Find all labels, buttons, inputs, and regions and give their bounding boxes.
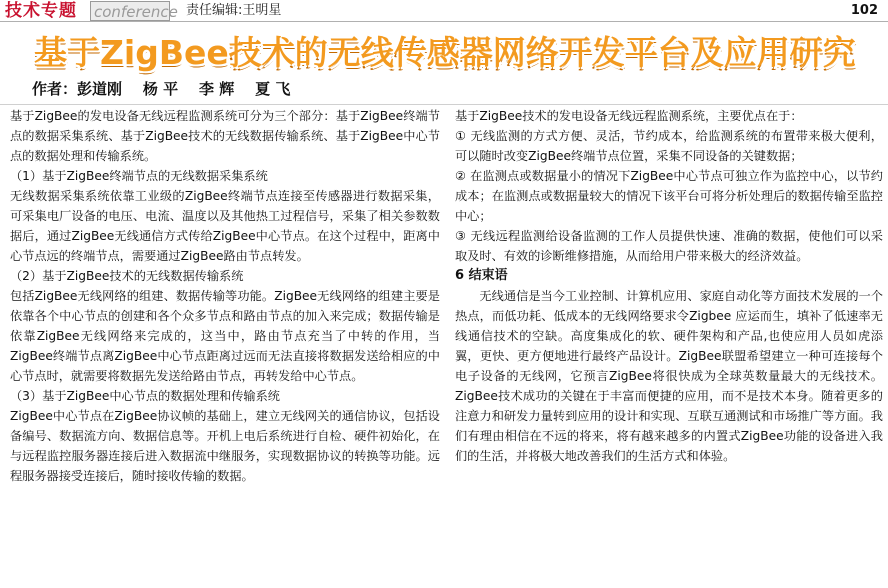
paragraph: 包括ZigBee无线网络的组建、数据传输等功能。ZigBee无线网络的组建主要是依靠各个中心节点的创建和各个众多节点和路由节点的加入来完成；数据传输是依靠ZigBee无线网络来完成的，这当中，路由节点充当了中转的作用，当ZigBee终端节点离ZigBee中心节点距离过远而无法直接将数据发送给相应的中心节点时，就需要将数据先发送给路由节点，再转发给中心节点。 [10, 289, 440, 383]
paragraph: 无线通信是当今工业控制、计算机应用、家庭自动化等方面技术发展的一个热点，而低功耗、低成本的无线网络要求令Zigbee 应运而生，填补了低速率无线通信技术的空缺。高度集成化的软、硬件架构和产品,也使应用人员如虎添翼，更快、更方便地进行最终产品设计。ZigBee联盟希望建立一种可连接每个电子设备的无线网，它预言ZigBee将很快成为全球英数量最大的无线技术。ZigBee技术成功的关键在于丰富而便捷的应用，而不是技术本身。随着更多的注意力和研发力量转到应用的设计和实现、互联互通测试和市场推广等方面。我们有理由相信在不远的将来，将有越来越多的内置式ZigBee功能的设备进入我们的生活，并将极大地改善我们的生活方式和体验。 [455, 289, 883, 463]
left-column [10, 106, 440, 486]
section-heading: 6 结束语 [455, 268, 508, 283]
subheading: （2）基于ZigBee技术的无线数据传输系统 [10, 269, 244, 283]
subheading: （3）基于ZigBee中心节点的数据处理和传输系统 [10, 389, 280, 403]
paragraph: 无线数据采集系统依靠工业级的ZigBee终端节点连接至传感器进行数据采集，可采集电厂设备的电压、电流、温度以及其他热工过程信号，采集了相关参数数据后，通过ZigBee无线通信方式传给ZigBee中心节点。在这个过程中，距离中心节点远的终端节点，需要通过ZigBee路由节点转发。 [10, 189, 440, 263]
paragraph: 基于ZigBee技术的发电设备无线远程监测系统，主要优点在于： [455, 109, 803, 123]
right-column [455, 106, 883, 466]
conference-tag: conference [90, 1, 170, 21]
article-title: 基于ZigBee技术的无线传感器网络开发平台及应用研究 [34, 33, 856, 72]
subheading: （1）基于ZigBee终端节点的无线数据采集系统 [10, 169, 268, 183]
editor-credit: 责任编辑:王明星 [186, 3, 282, 18]
page-number: 102 [850, 3, 878, 18]
authors-divider [0, 104, 888, 105]
list-item: ① 无线监测的方式方便、灵活，节约成本，给监测系统的布置带来极大便利，可以随时改变ZigBee终端节点位置，采集不同设备的关键数据； [455, 129, 883, 163]
paragraph: 基于ZigBee的发电设备无线远程监测系统可分为三个部分：基于ZigBee终端节点的数据采集系统、基于ZigBee技术的无线数据传输系统、基于ZigBee中心节点的数据处理和传输系统。 [10, 109, 440, 163]
article-authors: 作者：彭道刚 杨 平 李 辉 夏 飞 [32, 80, 291, 98]
header-divider [0, 21, 888, 22]
section-tag: 技术专题 [5, 1, 77, 21]
page-header [0, 0, 888, 22]
list-item: ③ 无线远程监测给设备监测的工作人员提供快速、准确的数据，使他们可以采取及时、有效的诊断维修措施，从而给用户带来极大的经济效益。 [455, 229, 883, 263]
paragraph: ZigBee中心节点在ZigBee协议帧的基础上，建立无线网关的通信协议，包括设备编号、数据流方向、数据信息等。开机上电后系统进行自检、硬件初始化，在与远程监控服务器连接后进入数据流中继服务，实现数据协议的转换等功能。远程服务器接受连接后，随时接收传输的数据。 [10, 409, 440, 483]
list-item: ② 在监测点或数据量小的情况下ZigBee中心节点可独立作为监控中心，以节约成本；在监测点或数据量较大的情况下该平台可将分析处理后的数据传输至监控中心； [455, 169, 883, 223]
